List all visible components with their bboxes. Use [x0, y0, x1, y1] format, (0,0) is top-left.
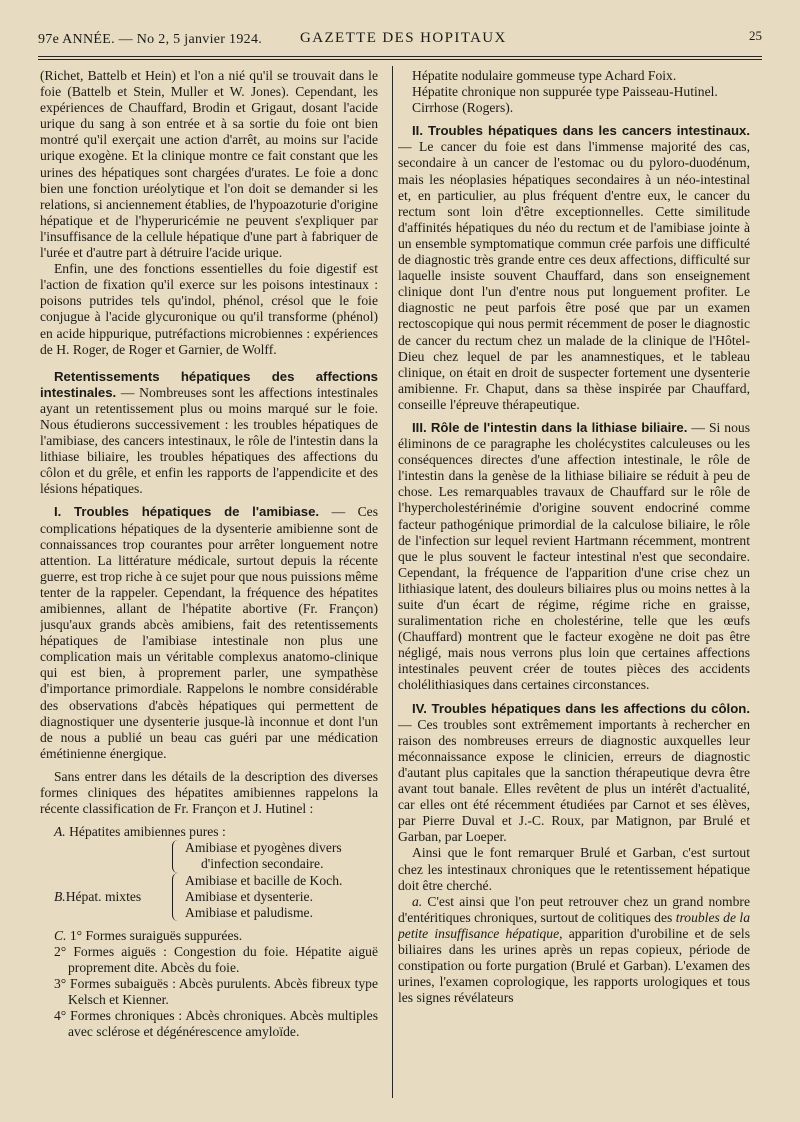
classification-b: Amibiase et pyogènes divers d'infection secondaire. — [54, 840, 378, 872]
section-heading: IV. Troubles hépatiques dans les affections du côlon. — [412, 700, 750, 716]
section-text: — Nombreuses sont les affections intestinales ayant un retentissement plus ou moins marqué sur le foie. Nous étudierons successivement : les troubles hépatiques de l'amibiase, des cancers intestinaux, le rôle de l'intestin dans la lithiase biliaire, les troubles hépatiques des affections du côlon et du grêle, et enfin les rapports de l'appendicite et des lésions hépatiques. — [40, 384, 378, 497]
page-header — [38, 22, 762, 52]
list-line: Hépatite nodulaire gommeuse type Achard Foix. — [412, 68, 677, 83]
section-heading: II. Troubles hépatiques dans les cancers intestinaux. — [412, 123, 750, 139]
section-text: — Ces troubles sont extrêmement importants à rechercher en raison des nombreuses erreurs de diagnostic auxquelles leur méconnaissance expose le clinicien, erreurs de diagnostic d'autant plus capitales que la sanction thérapeutique devra être avant tout banale. Elles revêtent de plus un intérêt d'actualité, car elles ont été récemment étudiées par Carnot et ses élèves, par Pierre Duval et J.-C. Roux, par Matignon, par Brulé et Garban, par Loeper. — [398, 716, 750, 845]
classification-c2: 2° Formes aiguës : Congestion du foie. Hépatite aiguë proprement dite. Abcès du foie. — [54, 943, 378, 975]
classification-b-mixtes: B. Hépat. mixtes Amibiase et bacille de Koch. Amibiase et dysenterie. Amibiase et paludisme. — [54, 872, 343, 920]
issue-date-line: 97e ANNÉE. — No 2, 5 janvier 1924. — [38, 32, 263, 47]
right-column — [398, 68, 750, 1108]
header-rule — [38, 56, 762, 57]
classification-c4: 4° Formes chroniques : Abcès chroniques. Abcès multiples avec sclérose et dégénérescence amyloïde. — [54, 1008, 378, 1040]
paragraph: (Richet, Battelb et Hein) et l'on a nié qu'il se trouvait dans le foie (Battelb et Stein, Muller et W. Jones). Cependant, les expériences de Chauffard, Brodin et Grigaut, dosant l'acide urique du sang à son entrée et à sa sortie du foie ont bien montré qu'il exerçait une action d'arrêt, au moins sur l'acide urique exogène. Et la clinique montre ce fait constant que les urines des hépatiques sont chargées d'urates. Le foie a donc bien une fonction uréolytique et l'on doit se demander si les relations, si anciennement établies, de l'hypoazoturie d'origine hépatique et de l'hyperuricémie ne peuvent s'expliquer par l'insuffisance de la cellule hépatique d'une part à fabriquer de l'urée et d'autre part à détruire l'acide urique. — [40, 68, 378, 261]
section-text: — Le cancer du foie est dans l'immense majorité des cas, secondaire à un cancer de l'estomac ou du pyloro-duodénum, mais les néoplasies hépatiques secondaires à un néo-intestinal et, en particulier, au plus fréquent d'entre eux, le cancer du rectum sont loin d'être exceptionnelles. Cette similitude d'affinités hépatiques du néo du rectum et de l'amibiase jointe à un ensemble symptomatique commun crée parfois une difficulté de diagnostic très grande entre ces deux affections, difficulté sur laquelle insiste souvent Chauffard, dans son enseignement clinique dont l'un d'entre nous put longuement profiter. Le diagnostic ne peut parfois être posé que par un examen rectoscopique qui nous permit récemment de poser le diagnostic de cancer du rectum chez un malade de la clinique de l'Hôtel-Dieu chez lequel de par les anamnestiques, et le tableau clinique, on était en droit de suspecter fortement une dysenterie amibienne. Fr. Chaput, dans sa thèse inspirée par Chauffard, conseille l'épreuve thérapeutique. — [398, 139, 750, 412]
section-heading: Retentissements hépatiques des affections intestinales. — [40, 368, 378, 400]
classification-a: A. Hépatites amibiennes pures : — [54, 824, 226, 840]
list-line: Cirrhose (Rogers). — [412, 100, 514, 116]
section-heading: III. Rôle de l'intestin dans la lithiase biliaire. — [412, 419, 688, 435]
list-line: Hépatite chronique non suppurée type Paisseau-Hutinel. — [412, 84, 718, 100]
header-rule-double — [38, 59, 762, 60]
section-cancers — [398, 123, 750, 413]
page-number: 25 — [749, 28, 762, 43]
journal-title: GAZETTE DES HOPITAUX — [300, 30, 507, 46]
paragraph: Enfin, une des fonctions essentielles du foie digestif est l'action de fixation qu'il exerce sur les poisons intestinaux : poisons putrides tels qu'indol, phénol, crésol que le foie conjugue à l'acide glycuronique ou qu'il transforme (phénol) en acide hippurique, putréfactions microbiennes : expériences de H. Roger, de Roger et Garnier, de Wolff. — [40, 261, 378, 357]
section-retentissements — [40, 369, 378, 498]
brace — [172, 873, 181, 921]
classification-c3: 3° Formes subaiguës : Abcès purulents. Abcès fibreux type Kelsch et Kienner. — [54, 976, 378, 1008]
section-amibiase — [40, 504, 378, 762]
section-heading: I. Troubles hépatiques de l'amibiase. — [54, 504, 320, 520]
section-text: — Ces complications hépatiques de la dysenterie amibienne sont de connaissances trop courantes pour arrêter longuement notre attention. La littérature médicale, surtout depuis la récente guerre, est trop riche à ce sujet pour que nous puissions même tenter de la rappeler. Cependant, la fréquence des hépatites amibiennes, allant de l'hépatite abortive (Fr. Françon) jusqu'aux grands abcès amibiens, fait des retentissements hépatiques de l'amibiase intestinale non plus une complication mais un véritable complexus anatomo-clinique qui est bien, à proprement parler, une sympathèse d'importance primordiale. Rappelons le nombre considérable des observations d'abcès hépatiques qui permettent de diagnostiquer une dysenterie jusque-là inconnue et dont l'un de nous a publié un beau cas guéri par une médication émétinienne énergique. — [40, 504, 378, 761]
paragraph: Ainsi que le font remarquer Brulé et Garban, c'est surtout chez les intestinaux chroniques que le retentissement hépatique doit être cherché. — [398, 845, 750, 893]
column-divider — [392, 66, 393, 1098]
section-text: — Si nous éliminons de ce paragraphe les cholécystites calculeuses ou les conséquences directes d'une affection intestinale, le rôle de l'intestin dans la genèse de la lithiase biliaire se réduit à peu de chose. Les remarquables travaux de Chauffard sur le rôle de l'hypercholestérinémie d'origine souvent endocriné comme facteur pathogénique primordial de la calculose biliaire, le rôle de l'infection sur lequel revient Hartmann récemment, montrent que le plus souvent le facteur intestinal n'est que secondaire. Cependant, la fréquence de l'apparition d'une crise chez un lithiasique latent, des douleurs biliaires plus ou moins nettes à la suite d'un écart de régime, régime riche en graisse, suralimentation riche en cholestérine, telle que les œufs (Chauffard) montrent que le facteur exogène ne doit pas être négligé, mais nous verrons plus loin que certaines affections intestinales peuvent créer de toutes pièces des accidents cholélithiasiques dans certaines circonstances. — [398, 419, 750, 693]
paragraph-a: a. C'est ainsi que l'on peut retrouver chez un grand nombre d'entéritiques chroniques, surtout de colitiques des troubles de la petite insuffisance hépatique, apparition d'urobiline et de sels biliaires dans les urines après un repas copieux, période de constipation ou forte purgation (Brulé et Garban). L'examen des urines, l'examen coprologique, les rapports urologiques et tous les signes révélateurs — [398, 893, 750, 1006]
paragraph: Sans entrer dans les détails de la description des diverses formes cliniques des hépatites amibiennes rappelons la récente classification de Fr. Françon et J. Hutinel : — [40, 768, 378, 817]
brace — [172, 840, 181, 872]
left-column — [40, 68, 378, 1108]
section-lithiase — [398, 420, 750, 694]
classification-c: C. 1° Formes suraiguës suppurées. — [54, 927, 243, 943]
section-colon — [398, 701, 750, 846]
